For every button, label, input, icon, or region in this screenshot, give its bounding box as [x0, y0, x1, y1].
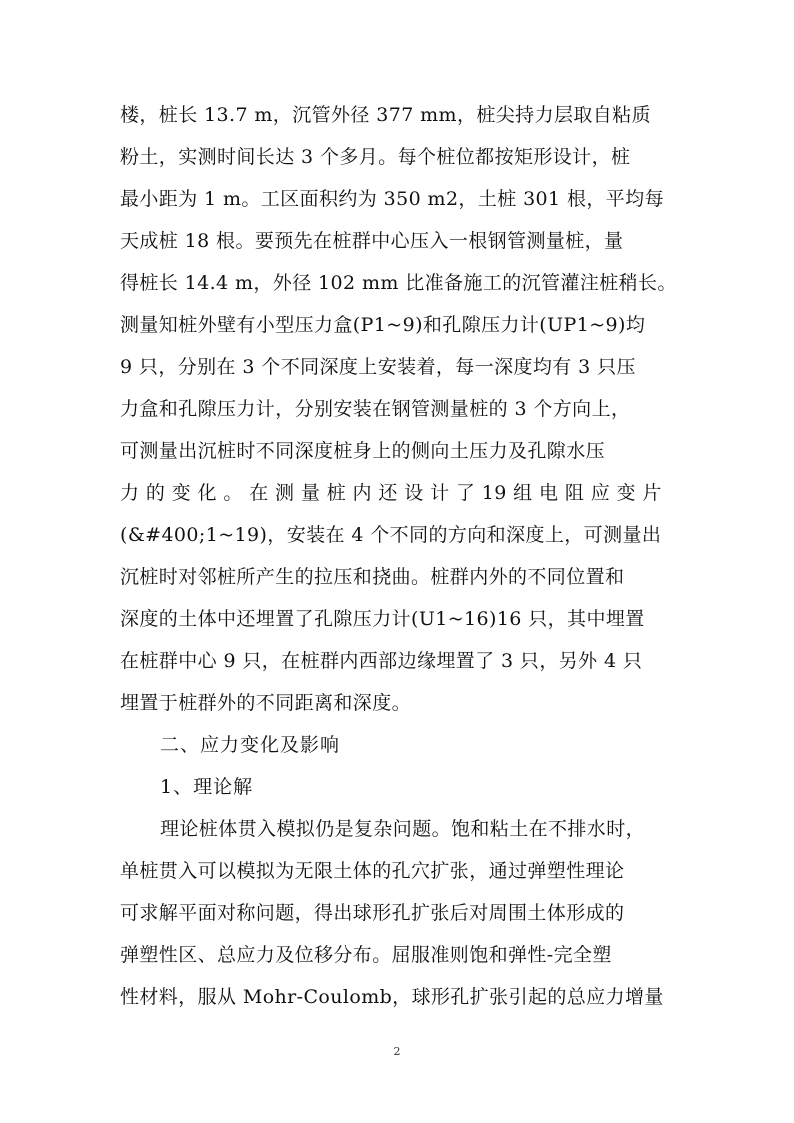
- paragraph-line: 粉土，实测时间长达 3 个多月。每个桩位都按矩形设计，桩: [120, 146, 631, 168]
- paragraph-line: 力 的 变 化 。 在 测 量 桩 内 还 设 计 了 19 组 电 阻 应 变 片: [120, 482, 662, 504]
- paragraph-line: 天成桩 18 根。要预先在桩群中心压入一根钢管测量桩，量: [120, 230, 624, 252]
- paragraph-line: 在桩群中心 9 只，在桩群内西部边缘埋置了 3 只，另外 4 只: [120, 650, 643, 672]
- paragraph-line: 可求解平面对称问题，得出球形孔扩张后对周围土体形成的: [120, 902, 625, 924]
- paragraph-line: 最小距为 1 m。工区面积约为 350 m2，土桩 301 根，平均每: [120, 188, 664, 210]
- paragraph-line: 测量知桩外壁有小型压力盒(P1~9)和孔隙压力计(UP1~9)均: [120, 314, 646, 336]
- paragraph-line: 埋置于桩群外的不同距离和深度。: [120, 692, 412, 714]
- paragraph-line: 理论桩体贯入模拟仍是复杂问题。饱和粘土在不排水时，: [160, 818, 646, 840]
- page-number: 2: [393, 1045, 401, 1058]
- paragraph-line: 单桩贯入可以模拟为无限土体的孔穴扩张，通过弹塑性理论: [120, 860, 625, 882]
- paragraph-line: 深度的土体中还埋置了孔隙压力计(U1~16)16 只，其中埋置: [120, 608, 645, 630]
- paragraph-line: 沉桩时对邻桩所产生的拉压和挠曲。桩群内外的不同位置和: [120, 566, 625, 588]
- paragraph-line: 得桩长 14.4 m，外径 102 mm 比准备施工的沉管灌注桩稍长。: [120, 272, 677, 294]
- paragraph-line: 弹塑性区、总应力及位移分布。屈服准则饱和弹性-完全塑: [120, 944, 612, 966]
- paragraph-line: 性材料，服从 Mohr-Coulomb，球形孔扩张引起的总应力增量: [120, 986, 664, 1008]
- paragraph-line: 力盒和孔隙压力计，分别安装在钢管测量桩的 3 个方向上，: [120, 398, 631, 420]
- paragraph-line: (&#400;1~19)，安装在 4 个不同的方向和深度上，可测量出: [120, 524, 662, 546]
- subsection-heading: 1、理论解: [160, 776, 254, 798]
- paragraph-line: 9 只，分别在 3 个不同深度上安装着，每一深度均有 3 只压: [120, 356, 636, 378]
- paragraph-line: 楼，桩长 13.7 m，沉管外径 377 mm，桩尖持力层取自粘质: [120, 104, 651, 126]
- section-heading: 二、应力变化及影响: [160, 734, 341, 756]
- paragraph-line: 可测量出沉桩时不同深度桩身上的侧向土压力及孔隙水压: [120, 440, 606, 462]
